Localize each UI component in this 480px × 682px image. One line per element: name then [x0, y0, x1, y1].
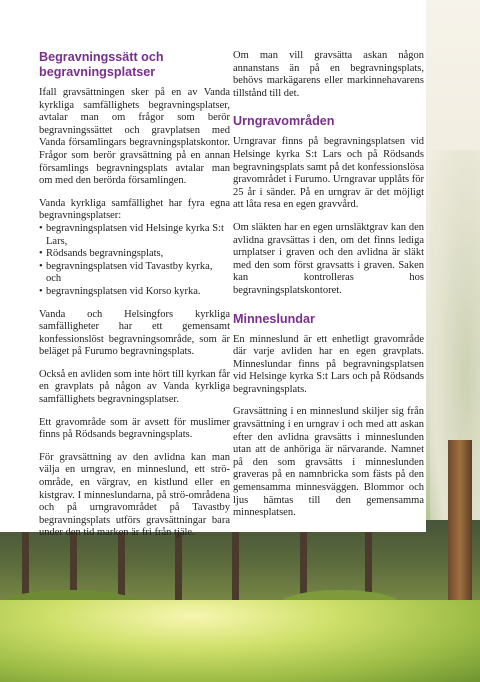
paragraph: Urngravar finns på begravningsplatsen vid Helsinge kyrka S:t Lars och på Rödsands begravningsplats samt på det konfessionslösa gravområdet i Furumo. Urngravar upplåts för 25 år i sänder. På en urngrav är det möjligt att låta resa en egen gravvård. — [233, 136, 424, 211]
list-item: • begravningsplatsen vid Tavastby kyrka, och — [39, 261, 230, 286]
paragraph: Om släkten har en egen urnsläktgrav kan den avlidna gravsättas i den, om det finns lediga urnplatser i graven och den avlidna är släkt med den som först gravsatts i graven. Saken kan kontrolleras hos begravningsplatskontoret. — [233, 221, 424, 296]
heading-minneslundar: Minneslundar — [233, 311, 315, 326]
list-item: • begravningsplatsen vid Helsinge kyrka S:t Lars, — [39, 223, 230, 248]
paragraph: Gravsättning i en minneslund skiljer sig från gravsättning i en urngrav i och med att askan efter den avlidna gravsätts i minneslunden utan att de anhöriga är närvarande. Namnet på den som gravsätts i minneslunden graveras på en namnbricka som fästs på den gemensamma minnesväggen. Blommor och ljus hämtas till den gemensamma minnesplatsen. — [233, 406, 424, 519]
paragraph: Om man vill gravsätta askan någon annanstans än på en begravningsplats, behövs markägarens eller markinnehavarens tillstånd till det. — [233, 50, 424, 99]
paragraph: Vanda och Helsingfors kyrkliga samfälligheter har ett gemensamt konfessionslöst begravningsområde, som är beläget på Furumo begravningsplats. — [39, 308, 230, 358]
paragraph: Vanda kyrkliga samfällighet har fyra egna begravningsplatser: — [39, 197, 230, 222]
paragraph: Ifall gravsättningen sker på en av Vanda kyrkliga samfällighets begravningsplatser, avtalar man om frågor som berör begravningssättet och gravplatsen med Vanda församlingars begravningsplatskontor. Frågor som berör gravsättning på en annan församlings begravningsplats avtalar man om med den berörda församlingen. — [39, 87, 230, 187]
paragraph: En minneslund är ett enhetligt gravområde där varje avliden har en egen gravplats. Minneslundar finns på begravningsplatsen vid Helsinge kyrka S:t Lars och på Rödsands begravningsplats. — [233, 333, 424, 395]
heading-begravningssatt: Begravningssätt och begravningsplatser — [39, 50, 164, 79]
paragraph: Ett gravområde som är avsett för muslimer finns på Rödsands begravningsplats. — [39, 416, 230, 441]
list-item: • begravningsplatsen vid Korso kyrka. — [39, 286, 230, 299]
heading-urngravomraden: Urngravområden — [233, 114, 335, 129]
paragraph: För gravsättning av den avlidna kan man välja en urngrav, en minneslund, ett strö-område, en värgrav, en kistlund eller en kistgrav. I minneslundarna, på strö-områdena och på urngravområdet på Tavastby begravningsplats utförs gravsättningar bara under den tid marken är fri från tjäle. — [39, 451, 230, 539]
cemetery-list — [39, 223, 230, 299]
list-item: • Rödsands begravningsplats, — [39, 248, 230, 261]
paragraph: Också en avliden som inte hört till kyrkan får en gravplats på någon av Vanda kyrkliga samfällighets begravningsplatser. — [39, 368, 230, 406]
right-column — [233, 50, 424, 530]
left-column — [39, 50, 230, 550]
